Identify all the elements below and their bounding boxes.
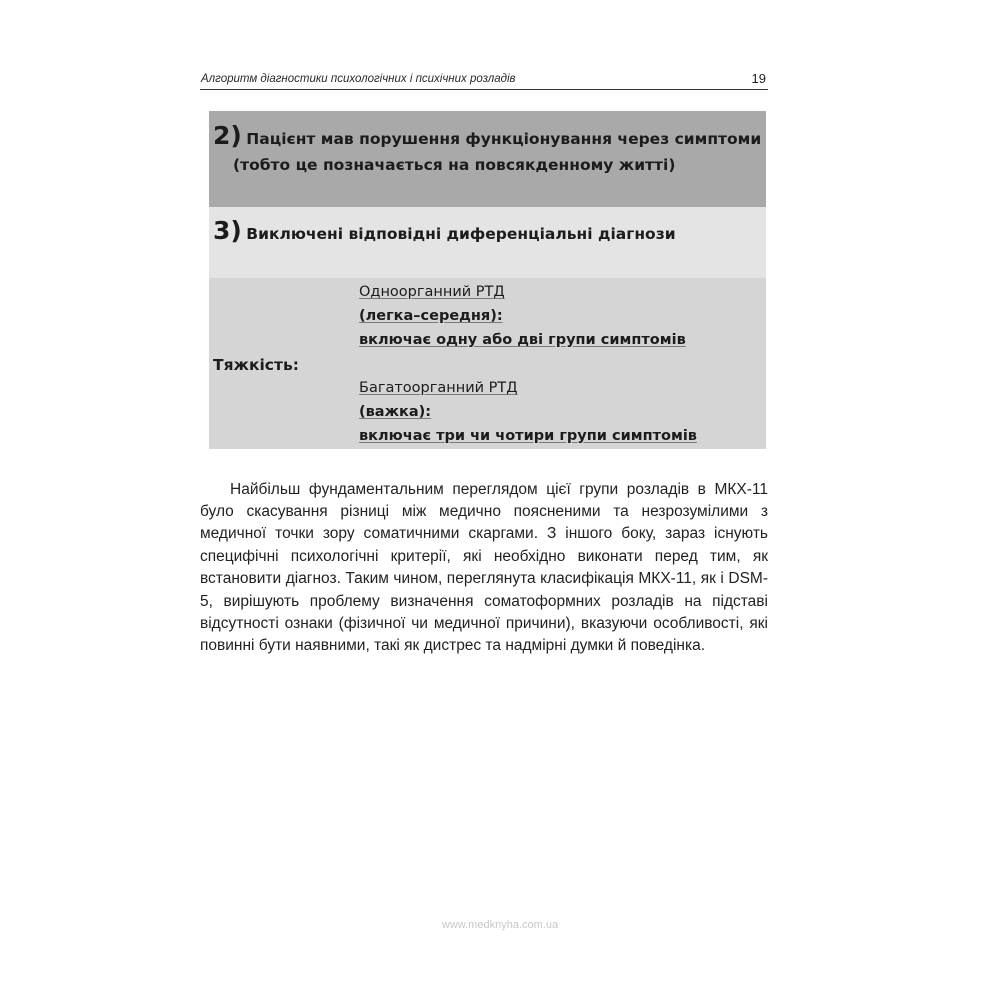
criterion-3-box [209, 207, 766, 278]
single-organ-description: включає одну або дві групи симптомів [359, 332, 686, 348]
criterion-2-line-1 [213, 121, 761, 150]
running-title: Алгоритм діагностики психологічних і психічних розладів [201, 73, 516, 85]
single-organ-grade: (легка–середня): [359, 308, 503, 324]
running-header [200, 71, 768, 90]
criterion-3-number: 3) [213, 216, 242, 245]
footer-url: www.medknyha.com.ua [441, 919, 559, 931]
severity-spacer [359, 352, 697, 376]
severity-details [359, 280, 697, 448]
criterion-2-text-line-2: (тобто це позначається на повсякденному житті) [233, 156, 676, 174]
multi-organ-grade: (важка): [359, 404, 432, 420]
criterion-2-box [209, 111, 766, 207]
body-paragraph: Найбільш фундаментальним переглядом цієї групи розладів в МКХ-11 було скасування різниці між медично поясненими та незрозумілими з медичної точки зору соматичними скаргами. З іншого боку, зараз існують специфічні психологічні критерії, які необхідно виконати перед тим, як встановити діагноз. Таким чином, переглянута класифікація МКХ-11, як і DSM-5, вирішують проблему визначення соматоформних розладів на підставі відсутності ознаки (фізичної чи медичної причини), вказуючи особливості, які повинні бути наявними, такі як дистрес та надмірні думки й поведінка. [200, 480, 768, 655]
multi-organ-description: включає три чи чотири групи симптомів [359, 428, 697, 444]
criterion-2-number: 2) [213, 121, 242, 150]
multi-organ-title: Багатоорганний РТД [359, 380, 518, 396]
criterion-3-text: Виключені відповідні диференціальні діагнози [246, 225, 676, 243]
single-organ-title: Одноорганний РТД [359, 284, 505, 300]
criterion-3-line-1 [213, 216, 676, 245]
severity-box [209, 278, 766, 449]
severity-label: Тяжкість: [213, 356, 299, 374]
criterion-2-text: Пацієнт мав порушення функціонування через симптоми [246, 130, 762, 148]
page-number: 19 [751, 71, 766, 86]
